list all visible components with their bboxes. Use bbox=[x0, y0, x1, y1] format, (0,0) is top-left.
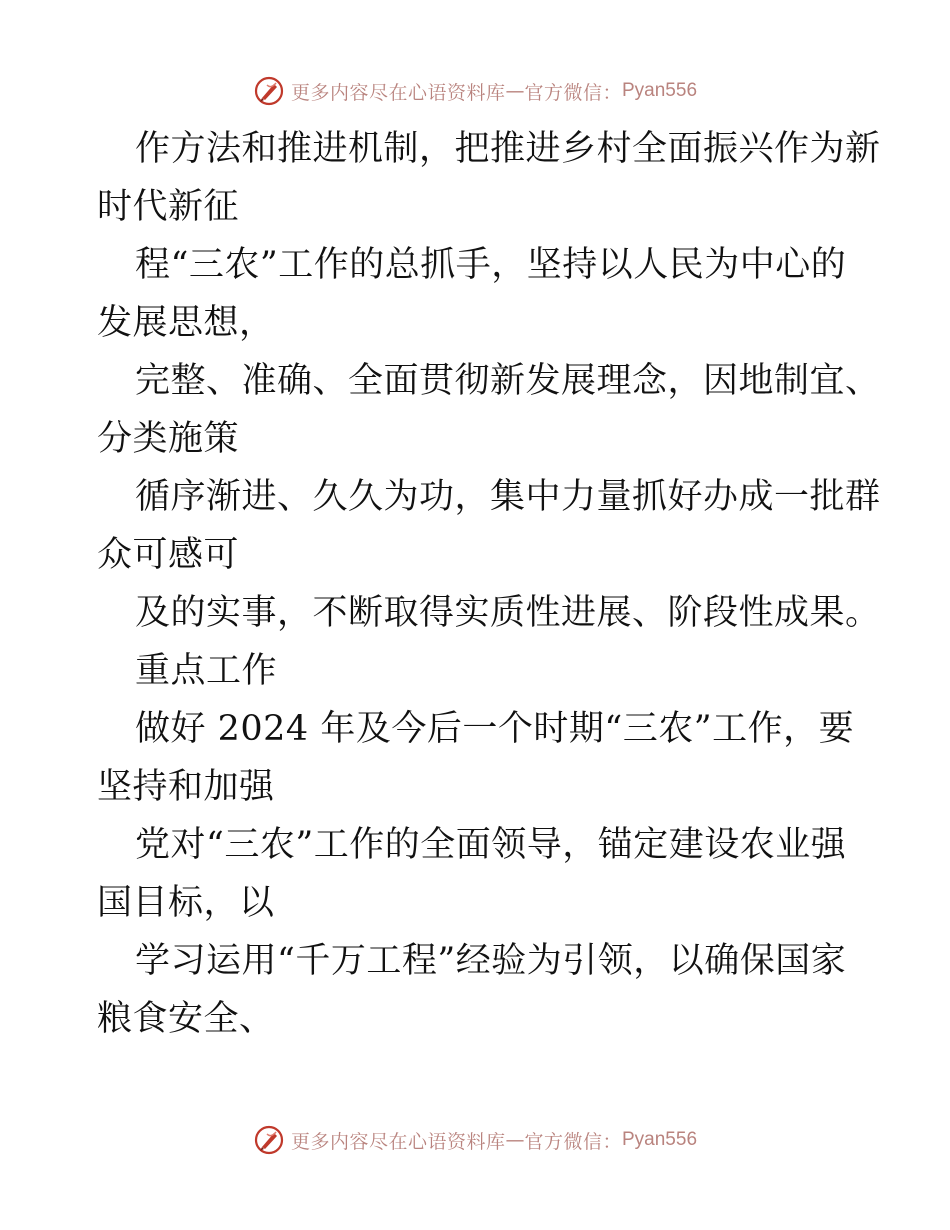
watermark-dash: — bbox=[505, 80, 525, 102]
watermark-id: Pyan556 bbox=[622, 1129, 698, 1150]
watermark-id: Pyan556 bbox=[622, 80, 698, 101]
document-body bbox=[97, 120, 881, 1048]
text-line: 粮食安全、 bbox=[97, 999, 275, 1039]
quill-pen-logo-icon bbox=[253, 75, 285, 107]
text-line: 做好 2024 年及今后一个时期“三农”工作，要 bbox=[135, 709, 855, 749]
watermark-contact: 官方微信： bbox=[524, 81, 622, 104]
watermark-dash: — bbox=[505, 1129, 525, 1151]
text-line: 众可感可 bbox=[97, 535, 240, 575]
text-line: 学习运用“千万工程”经验为引领，以确保国家 bbox=[135, 941, 847, 981]
text-line: 循序渐进、久久为功，集中力量抓好办成一批群 bbox=[135, 477, 881, 517]
text-line: 坚持和加强 bbox=[97, 767, 275, 807]
text-line: 国目标，以 bbox=[97, 883, 275, 923]
text-line: 党对“三农”工作的全面领导，锚定建设农业强 bbox=[135, 825, 847, 865]
quill-pen-logo-icon bbox=[253, 1124, 285, 1156]
watermark-contact: 官方微信： bbox=[524, 1130, 622, 1153]
text-line: 及的实事，不断取得实质性进展、阶段性成果。 bbox=[135, 593, 881, 633]
text-line: 分类施策 bbox=[97, 419, 240, 459]
watermark-text: 更多内容尽在心语资料库 bbox=[290, 81, 506, 104]
footer-watermark bbox=[0, 1120, 950, 1160]
text-line: 完整、准确、全面贯彻新发展理念，因地制宜、 bbox=[135, 361, 881, 401]
header-watermark bbox=[0, 71, 950, 111]
text-line: 发展思想， bbox=[97, 303, 275, 343]
text-line: 重点工作 bbox=[135, 651, 278, 691]
text-line: 程“三农”工作的总抓手，坚持以人民为中心的 bbox=[135, 245, 847, 285]
text-line: 时代新征 bbox=[97, 187, 240, 227]
text-line: 作方法和推进机制，把推进乡村全面振兴作为新 bbox=[135, 129, 881, 169]
watermark-text: 更多内容尽在心语资料库 bbox=[290, 1130, 506, 1153]
